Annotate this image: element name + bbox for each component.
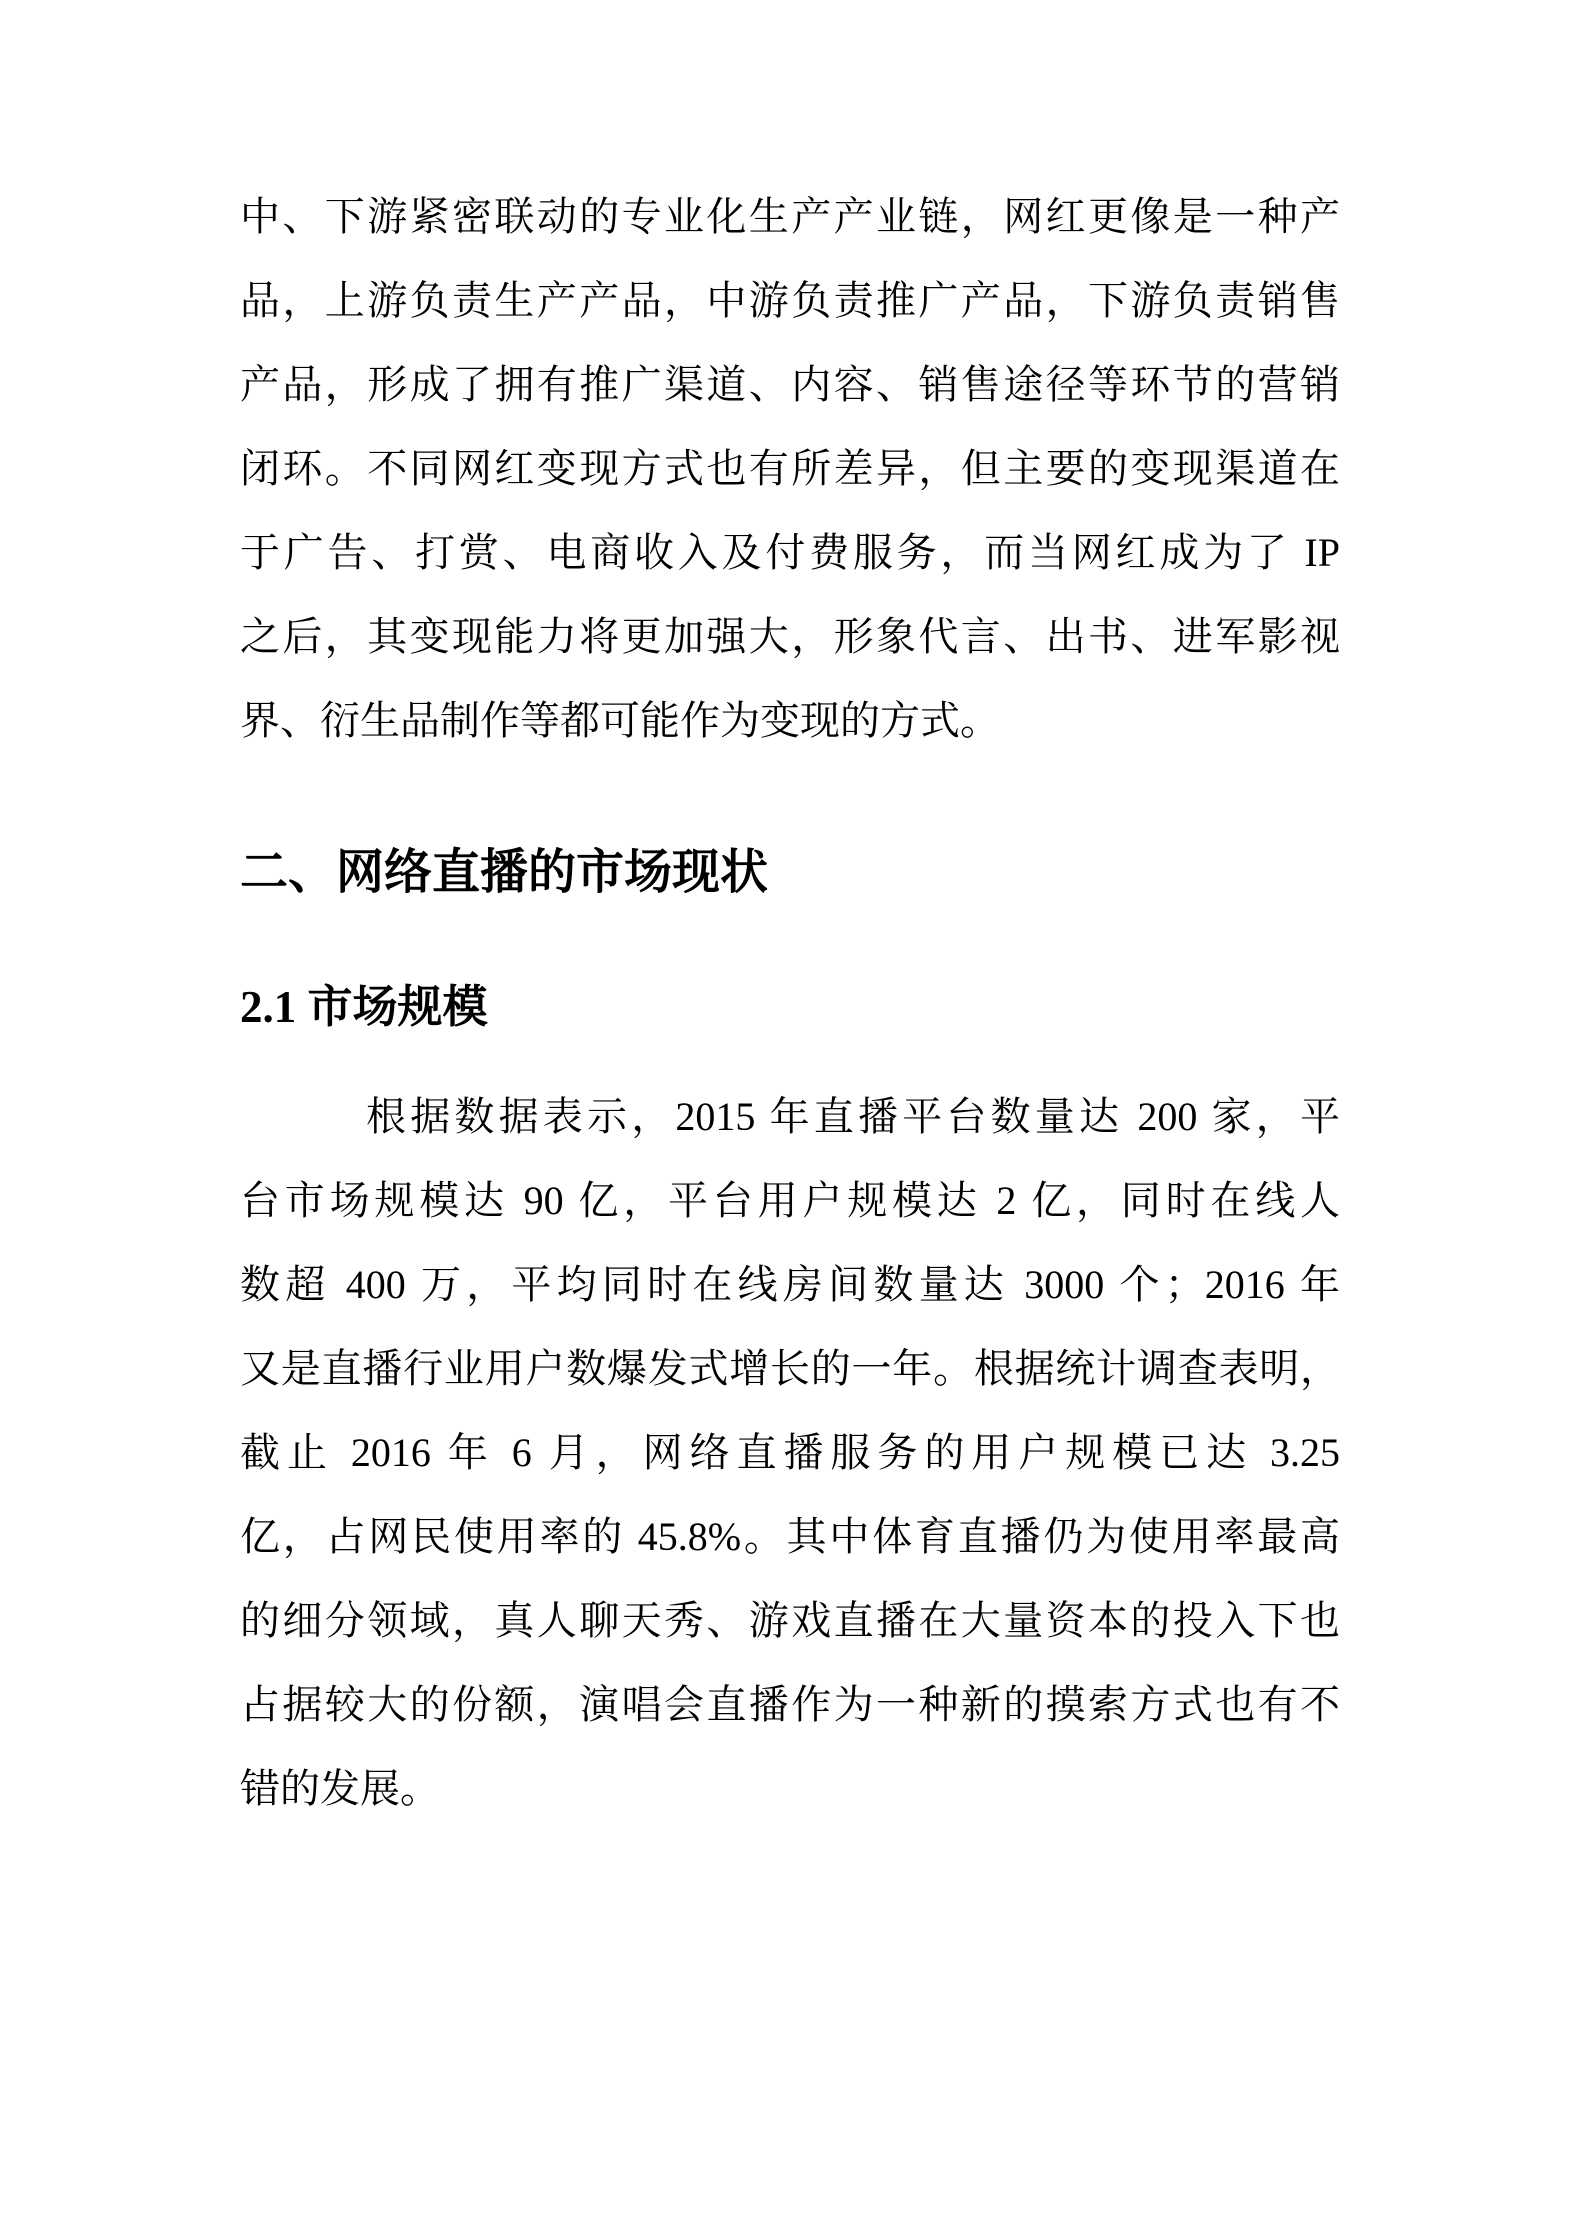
paragraph-line: 界、衍生品制作等都可能作为变现的方式。 — [240, 698, 1000, 743]
paragraph-line: 品，上游负责生产产品，中游负责推广产品，下游负责销售 — [240, 278, 1340, 323]
paragraph-line: 数超 400 万，平均同时在线房间数量达 3000 个；2016 年 — [240, 1262, 1340, 1307]
paragraph-line: 之后，其变现能力将更加强大，形象代言、出书、进军影视 — [240, 614, 1340, 659]
subsection-heading: 2.1 市场规模 — [240, 982, 488, 1032]
paragraph-line: 产品，形成了拥有推广渠道、内容、销售途径等环节的营销 — [240, 362, 1340, 407]
section-heading: 二、网络直播的市场现状 — [240, 846, 769, 899]
paragraph-line: 根据数据表示，2015 年直播平台数量达 200 家，平 — [366, 1094, 1340, 1139]
paragraph-line: 截止 2016 年 6 月，网络直播服务的用户规模已达 3.25 — [240, 1430, 1340, 1475]
body-paragraph-1 — [240, 175, 1340, 763]
paragraph-line: 中、下游紧密联动的专业化生产产业链，网红更像是一种产 — [240, 194, 1340, 239]
body-paragraph-2 — [240, 1075, 1340, 1831]
paragraph-line: 亿，占网民使用率的 45.8%。其中体育直播仍为使用率最高 — [240, 1514, 1340, 1559]
paragraph-line: 闭环。不同网红变现方式也有所差异，但主要的变现渠道在 — [240, 446, 1340, 491]
paragraph-line: 错的发展。 — [240, 1766, 440, 1811]
paragraph-line: 台市场规模达 90 亿，平台用户规模达 2 亿，同时在线人 — [240, 1178, 1340, 1223]
paragraph-line: 占据较大的份额，演唱会直播作为一种新的摸索方式也有不 — [240, 1682, 1340, 1727]
paragraph-line: 于广告、打赏、电商收入及付费服务，而当网红成为了 IP — [240, 530, 1340, 575]
paragraph-line: 的细分领域，真人聊天秀、游戏直播在大量资本的投入下也 — [240, 1598, 1340, 1643]
paragraph-line: 又是直播行业用户数爆发式增长的一年。根据统计调查表明， — [240, 1346, 1340, 1391]
